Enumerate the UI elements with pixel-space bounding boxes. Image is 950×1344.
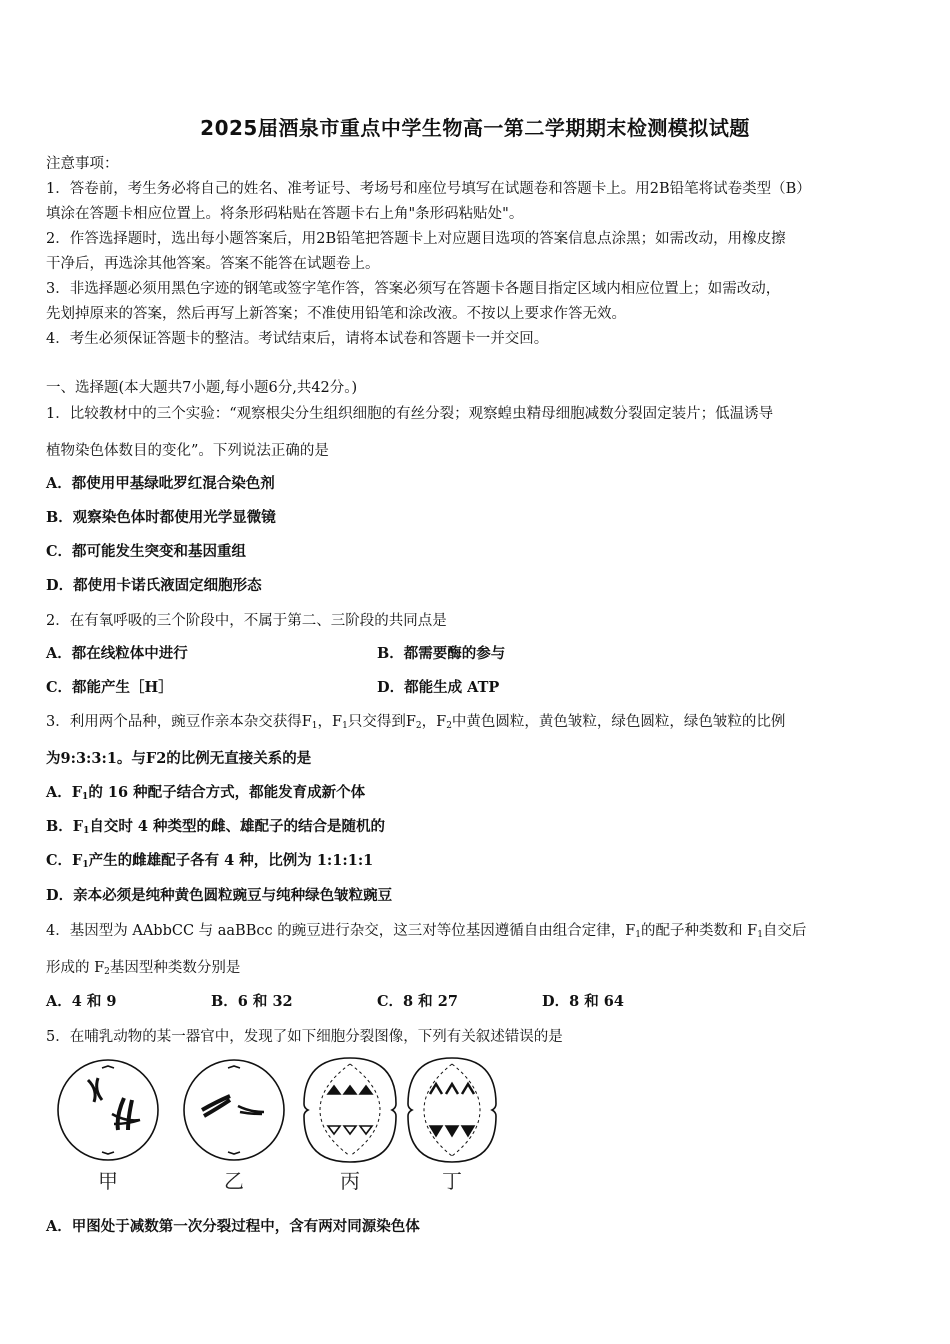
cell-ding-diagram bbox=[408, 1058, 496, 1162]
q4-option-a[interactable]: A．4 和 9 bbox=[46, 993, 117, 1010]
notice-line: 先划掉原来的答案，然后再写上新答案；不准使用铅笔和涂改液。不按以上要求作答无效。 bbox=[46, 306, 626, 322]
q4-option-c[interactable]: C．8 和 27 bbox=[377, 993, 458, 1010]
figure-label-yi: 乙 bbox=[224, 1169, 244, 1193]
figure-label-ding: 丁 bbox=[442, 1169, 462, 1193]
question-5-stem: 5．在哺乳动物的某一器官中，发现了如下细胞分裂图像，下列有关叙述错误的是 bbox=[46, 1029, 563, 1045]
question-1-stem: 1．比较教材中的三个实验：“观察根尖分生组织细胞的有丝分裂；观察蝗虫精母细胞减数分裂固定装片；低温诱导 bbox=[46, 406, 774, 422]
q2-option-c[interactable]: C．都能产生［H］ bbox=[46, 679, 173, 696]
question-3-stem-cont: 为9:3:3:1。与F2的比例无直接关系的是 bbox=[46, 750, 312, 767]
cell-yi-diagram bbox=[184, 1060, 284, 1160]
q3-option-d[interactable]: D．亲本必须是纯种黄色圆粒豌豆与纯种绿色皱粒豌豆 bbox=[46, 887, 393, 904]
q1-option-b[interactable]: B．观察染色体时都使用光学显微镜 bbox=[46, 509, 276, 526]
question-3-stem: 3．利用两个品种，豌豆作亲本杂交获得$F_1$，$F_1$只交得到$F_2$，$F_2$中黄色圆粒，黄色皱粒，绿色圆粒，绿色皱粒的比例 bbox=[46, 714, 786, 731]
q1-option-d[interactable]: D．都使用卡诺氏液固定细胞形态 bbox=[46, 577, 262, 594]
q2-option-b[interactable]: B．都需要酶的参与 bbox=[377, 645, 506, 662]
q2-option-a[interactable]: A．都在线粒体中进行 bbox=[46, 645, 188, 662]
q3-option-a[interactable]: A．$F_1$的 16 种配子结合方式，都能发育成新个体 bbox=[46, 784, 366, 802]
question-2-stem: 2．在有氧呼吸的三个阶段中，不属于第二、三阶段的共同点是 bbox=[46, 613, 447, 629]
notice-line: 干净后，再选涂其他答案。答案不能答在试题卷上。 bbox=[46, 256, 380, 272]
q4-option-d[interactable]: D．8 和 64 bbox=[542, 993, 624, 1010]
cell-jia-diagram bbox=[58, 1060, 158, 1160]
notice-line: 1．答卷前，考生务必将自己的姓名、准考证号、考场号和座位号填写在试题卷和答题卡上。用2B铅笔将试卷类型（B） bbox=[46, 181, 811, 197]
q2-option-d[interactable]: D．都能生成 ATP bbox=[377, 679, 500, 696]
q3-option-c[interactable]: C．$F_1$产生的雌雄配子各有 4 种，比例为 1:1:1:1 bbox=[46, 852, 374, 870]
notice-heading: 注意事项： bbox=[46, 156, 119, 172]
q1-option-c[interactable]: C．都可能发生突变和基因重组 bbox=[46, 543, 247, 560]
question-4-stem: 4．基因型为 AAbbCC 与 aaBBcc 的豌豆进行杂交，这三对等位基因遵循自由组合定律，$F_1$的配子种类数和 $F_1$自交后 bbox=[46, 923, 807, 940]
notice-line: 2．作答选择题时，选出每小题答案后，用2B铅笔把答题卡上对应题目选项的答案信息点涂黑；如需改动，用橡皮擦 bbox=[46, 231, 786, 247]
cell-bing-diagram bbox=[304, 1058, 396, 1162]
question-number: 2． bbox=[46, 613, 70, 629]
notice-line: 填涂在答题卡相应位置上。将条形码粘贴在答题卡右上角"条形码粘贴处"。 bbox=[46, 206, 524, 222]
question-number: 1． bbox=[46, 406, 70, 422]
figure-label-jia: 甲 bbox=[98, 1169, 118, 1193]
question-number: 5． bbox=[46, 1029, 70, 1045]
section-heading: 一、选择题(本大题共7小题,每小题6分,共42分。) bbox=[46, 380, 358, 396]
cell-division-figure bbox=[52, 1054, 512, 1194]
question-1-stem-cont: 植物染色体数目的变化”。下列说法正确的是 bbox=[46, 443, 329, 459]
question-number: 4． bbox=[46, 923, 70, 939]
notice-line: 4．考生必须保证答题卡的整洁。考试结束后，请将本试卷和答题卡一并交回。 bbox=[46, 331, 549, 347]
q1-option-a[interactable]: A．都使用甲基绿吡罗红混合染色剂 bbox=[46, 475, 275, 492]
figure-label-bing: 丙 bbox=[340, 1169, 360, 1193]
question-4-stem-cont: 形成的 $F_2$基因型种类数分别是 bbox=[46, 960, 241, 977]
notice-line: 3．非选择题必须用黑色字迹的钢笔或签字笔作答，答案必须写在答题卡各题目指定区域内相应位置上；如需改动， bbox=[46, 281, 781, 297]
exam-title: 2025届酒泉市重点中学生物高一第二学期期末检测模拟试题 bbox=[200, 116, 750, 140]
q5-option-a[interactable]: A．甲图处于减数第一次分裂过程中，含有两对同源染色体 bbox=[46, 1218, 420, 1235]
q4-option-b[interactable]: B．6 和 32 bbox=[211, 993, 293, 1010]
q3-option-b[interactable]: B．$F_1$自交时 4 种类型的雌、雄配子的结合是随机的 bbox=[46, 818, 386, 836]
question-number: 3． bbox=[46, 714, 70, 730]
